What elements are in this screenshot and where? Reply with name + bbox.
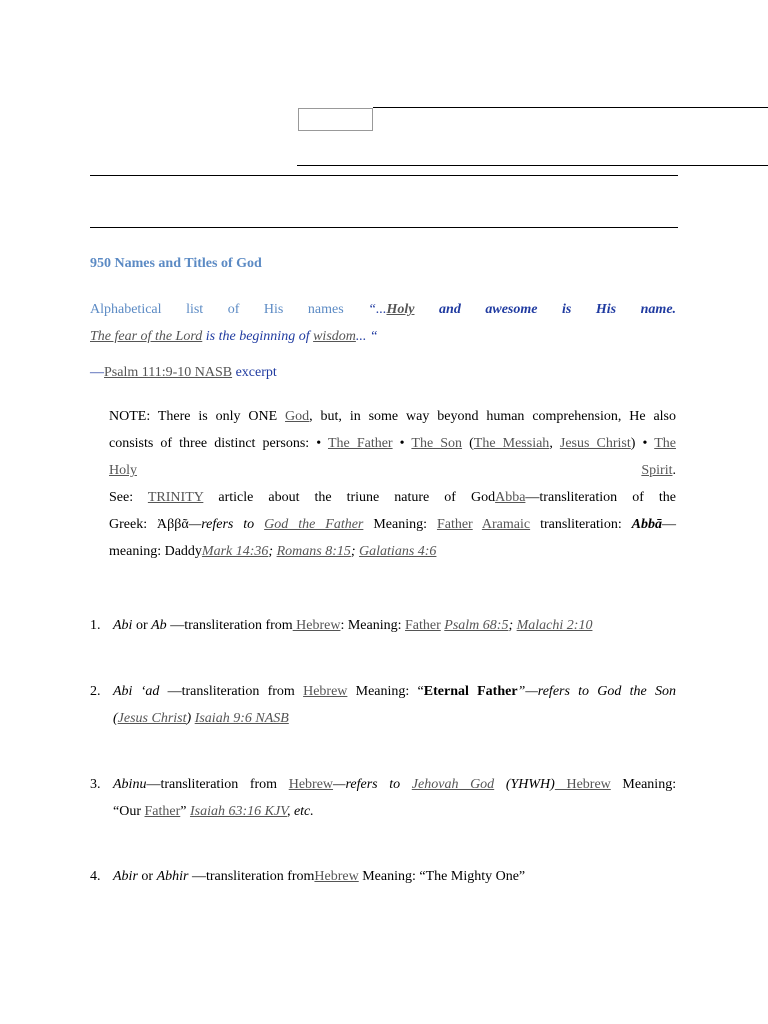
header-rule-2 [297,165,768,166]
note-line-3 [109,457,676,484]
intro-word: awesome [485,302,538,317]
intro-line-2 [90,323,676,350]
father-link[interactable]: Father [144,804,181,819]
note-text: Meaning: [363,517,437,532]
item-text: Meaning: “ [347,684,424,699]
god-link[interactable]: God [285,409,310,424]
note-text: — [662,517,677,532]
header-rule-top [373,107,768,108]
father-link[interactable]: The Father [327,436,393,451]
item-name: Abinu [113,777,147,792]
note-text: • [392,436,412,451]
note-text: ( [462,436,474,451]
note-text: ; [350,544,360,559]
list-item [90,863,676,890]
item-text: or [132,618,152,633]
god-the-father-link[interactable]: God the Father [264,517,364,532]
note-text: See: [109,490,134,505]
header-input-box [298,108,373,131]
note-text: NOTE: There is only ONE [109,409,286,424]
note-word: of [444,490,456,505]
header-rule-4 [90,227,678,228]
aramaic-link[interactable]: Aramaic [481,517,531,532]
hebrew-link[interactable]: Hebrew [292,618,341,633]
intro-word: list [186,302,204,317]
note-word: about [268,490,300,505]
galatians-link[interactable]: Galatians 4:6 [359,544,437,559]
item-text: , etc. [286,804,314,819]
quote-open: “... [368,302,387,317]
jesus-christ-link[interactable]: Jesus Christ [117,711,187,726]
psalm-link[interactable]: Psalm 68:5 [444,618,509,633]
intro-word: is [562,302,572,317]
note-text: —refers to [188,517,265,532]
mark-link[interactable]: Mark 14:36 [201,544,269,559]
source-tail: excerpt [232,365,277,380]
item-number: 4. [90,869,101,884]
item-number: 2. [90,684,101,699]
malachi-link[interactable]: Malachi 2:10 [516,618,593,633]
note-text: —transliteration [525,490,618,505]
jehovah-god-link[interactable]: Jehovah God [411,777,495,792]
trinity-link[interactable]: TRINITY [147,490,204,505]
intro-word: name. [640,302,677,317]
item-name: Abi [113,618,133,633]
item-name: Ab [151,618,167,633]
item-text: ) [186,711,195,726]
holy-link[interactable]: Holy [386,302,415,317]
item-word: Meaning: [622,777,677,792]
wisdom-link[interactable]: wisdom [313,329,356,344]
item-name: Abhir [156,869,189,884]
item-text: —transliteration from [159,684,304,699]
fear-of-lord-link[interactable]: The fear of the Lord [90,329,203,344]
intro-text: is the beginning of [202,329,314,344]
header-rule-3 [90,175,678,176]
item-text: ; [508,618,517,633]
messiah-link[interactable]: The Messiah [473,436,550,451]
hebrew-link[interactable]: Hebrew [303,684,348,699]
list-item [90,678,676,732]
intro-text: ... “ [355,329,378,344]
note-text: , [549,436,560,451]
item-number: 1. [90,618,101,633]
isaiah-link[interactable]: Isaiah 63:16 KJV [189,804,287,819]
item-word: from [249,777,278,792]
note-text: transliteration: [530,517,632,532]
note-line-1 [109,403,676,430]
note-line-4 [109,484,676,511]
note-word: nature [394,490,430,505]
item-name: Abi ‘ad [113,684,160,699]
romans-link[interactable]: Romans 8:15 [276,544,351,559]
note-text: Greek: Ἀββᾶ [109,517,189,532]
note-text: consists of three distinct persons: • [109,436,328,451]
abba-link[interactable]: Abba [495,490,526,505]
isaiah-link[interactable]: Isaiah 9:6 NASB [194,711,289,726]
psalm-link[interactable]: Psalm 111:9-10 NASB [104,365,233,380]
item-text: “Our [113,804,145,819]
note-line-2 [109,430,676,457]
intro-word: and [439,302,461,317]
holy-spirit-link-holy[interactable]: Holy [109,463,137,478]
note-text: meaning: Daddy [109,544,202,559]
item-text: or [137,869,157,884]
intro-word: names [307,302,344,317]
item-text: —transliteration from [166,618,293,633]
note-line-5 [109,511,676,538]
note-text: ; [268,544,277,559]
father-link[interactable]: Father [405,618,441,633]
item-word: —refers [333,777,378,792]
item-name: Abir [113,869,138,884]
item-word: —transliteration [146,777,239,792]
item-word: (YHWH) [505,777,555,792]
jesus-christ-link[interactable]: Jesus Christ [559,436,631,451]
note-word: triune [346,490,380,505]
note-word: the [658,490,676,505]
page-title: 950 Names and Titles of God [90,256,262,271]
note-text: , but, in some way beyond human comprehension, He also [309,409,676,424]
note-word: God [470,490,496,505]
intro-word: of [227,302,240,317]
intro-word: His [263,302,284,317]
item-number: 3. [90,777,101,792]
intro-line-1 [90,296,676,323]
son-link[interactable]: The Son [411,436,463,451]
source-dash: — [90,365,104,380]
note-word: article [218,490,254,505]
hebrew-link-2[interactable]: Hebrew [554,777,611,792]
item-text: —transliteration from [188,869,315,884]
item-text: Meaning: “The Mighty One” [358,869,526,884]
list-item [90,771,676,825]
item-text: : Meaning: [340,618,406,633]
holy-spirit-link-part[interactable]: The [654,436,676,451]
item-text: ( [113,711,118,726]
hebrew-link[interactable]: Hebrew [288,777,334,792]
note-line-6 [109,538,676,565]
holy-spirit-link-spirit[interactable]: Spirit [641,463,673,478]
note-word: of [632,490,644,505]
hebrew-link[interactable]: Hebrew [314,869,359,884]
father-meaning-link[interactable]: Father [436,517,473,532]
note-text: ) • [630,436,655,451]
intro-source [90,359,277,386]
note-text: Abbā [631,517,663,532]
item-word: to [389,777,401,792]
item-meaning: Eternal Father [423,684,518,699]
note-word: the [314,490,332,505]
item-text: ”—refers to God the Son [517,684,677,699]
item-text: ” [180,804,190,819]
list-item [90,612,676,639]
intro-word: His [595,302,617,317]
intro-word: Alphabetical [90,302,162,317]
note-text: . [672,463,676,478]
